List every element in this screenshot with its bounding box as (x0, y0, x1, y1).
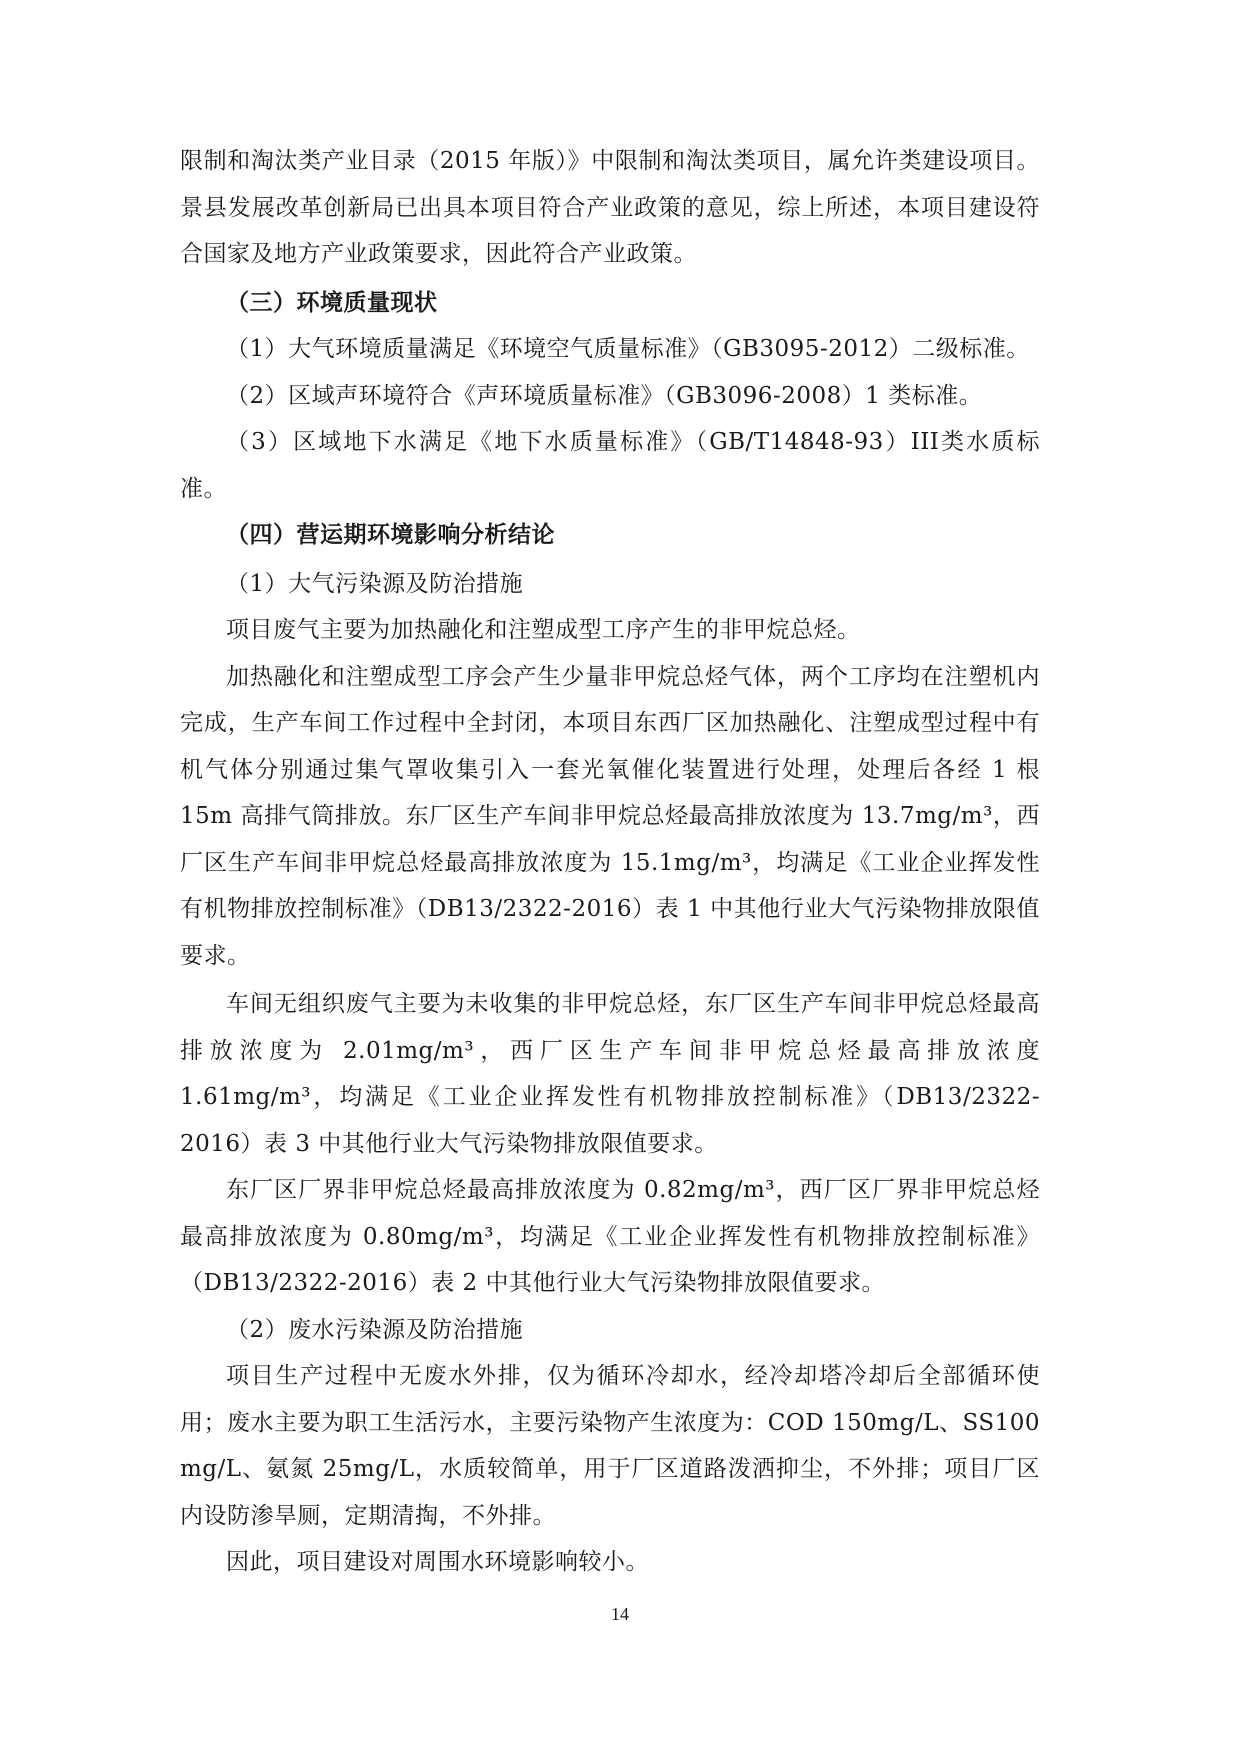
paragraph-industry-policy: 限制和淘汰类产业目录（2015 年版）》中限制和淘汰类项目，属允许类建设项目。景县发展改革创新局已出具本项目符合产业政策的意见，综上所述，本项目建设符合国家及地方产业政策要求，因此符合产业政策。 (180, 148, 1040, 267)
item-air-quality: （1）大气环境质量满足《环境空气质量标准》（GB3095-2012）二级标准。 (226, 336, 1030, 362)
paragraph-wastewater-treatment: 项目生产过程中无废水外排，仅为循环冷却水，经冷却塔冷却后全部循环使用；废水主要为职工生活污水，主要污染物产生浓度为：COD 150mg/L、SS100 mg/L、氨氮 25mg/L，水质较简单，用于厂区道路泼洒抑尘，不外排；项目厂区内设防渗旱厕，定期清掏，不外排。 (180, 1363, 1040, 1529)
paragraph-water-conclusion: 因此，项目建设对周围水环境影响较小。 (226, 1549, 649, 1575)
subheading-air-pollution: （1）大气污染源及防治措施 (226, 570, 524, 597)
paragraph-organized-emissions: 加热融化和注塑成型工序会产生少量非甲烷总烃气体，两个工序均在注塑机内完成，生产车间工作过程中全封闭，本项目东西厂区加热融化、注塑成型过程中有机气体分别通过集气罩收集引入一套光氧催化装置进行处理，处理后各经 1 根 15m 高排气筒排放。东厂区生产车间非甲烷总烃最高排放浓度为 13.7mg/m³，西厂区生产车间非甲烷总烃最高排放浓度为 15.1mg/m³，均满足《工业企业挥发性有机物排放控制标准》（DB13/2322-2016）表 1 中其他行业大气污染物排放限值要求。 (180, 663, 1040, 969)
paragraph-waste-gas-source: 项目废气主要为加热融化和注塑成型工序产生的非甲烷总烃。 (226, 617, 861, 643)
item-noise-quality: （2）区域声环境符合《声环境质量标准》（GB3096-2008）1 类标准。 (226, 382, 983, 409)
paragraph-unorganized-emissions: 车间无组织废气主要为未收集的非甲烷总烃，东厂区生产车间非甲烷总烃最高排放浓度为 2.01mg/m³，西厂区生产车间非甲烷总烃最高排放浓度 1.61mg/m³，均满足《工业企业挥发性有机物排放控制标准》（DB13/2322-2016）表 3 中其他行业大气污染物排放限值要求。 (180, 991, 1040, 1157)
paragraph-boundary-emissions: 东厂区厂界非甲烷总烃最高排放浓度为 0.82mg/m³，西厂区厂界非甲烷总烃最高排放浓度为 0.80mg/m³，均满足《工业企业挥发性有机物排放控制标准》（DB13/2322-2016）表 2 中其他行业大气污染物排放限值要求。 (180, 1177, 1040, 1296)
page-number: 14 (611, 1604, 629, 1624)
subheading-wastewater: （2）废水污染源及防治措施 (226, 1316, 524, 1343)
document-body (180, 138, 1040, 1586)
item-groundwater-quality: （3）区域地下水满足《地下水质量标准》（GB/T14848-93）III类水质标准。 (180, 429, 1040, 502)
heading-operation-impact: （四）营运期环境影响分析结论 (226, 521, 555, 548)
heading-environmental-quality: （三）环境质量现状 (226, 288, 438, 316)
